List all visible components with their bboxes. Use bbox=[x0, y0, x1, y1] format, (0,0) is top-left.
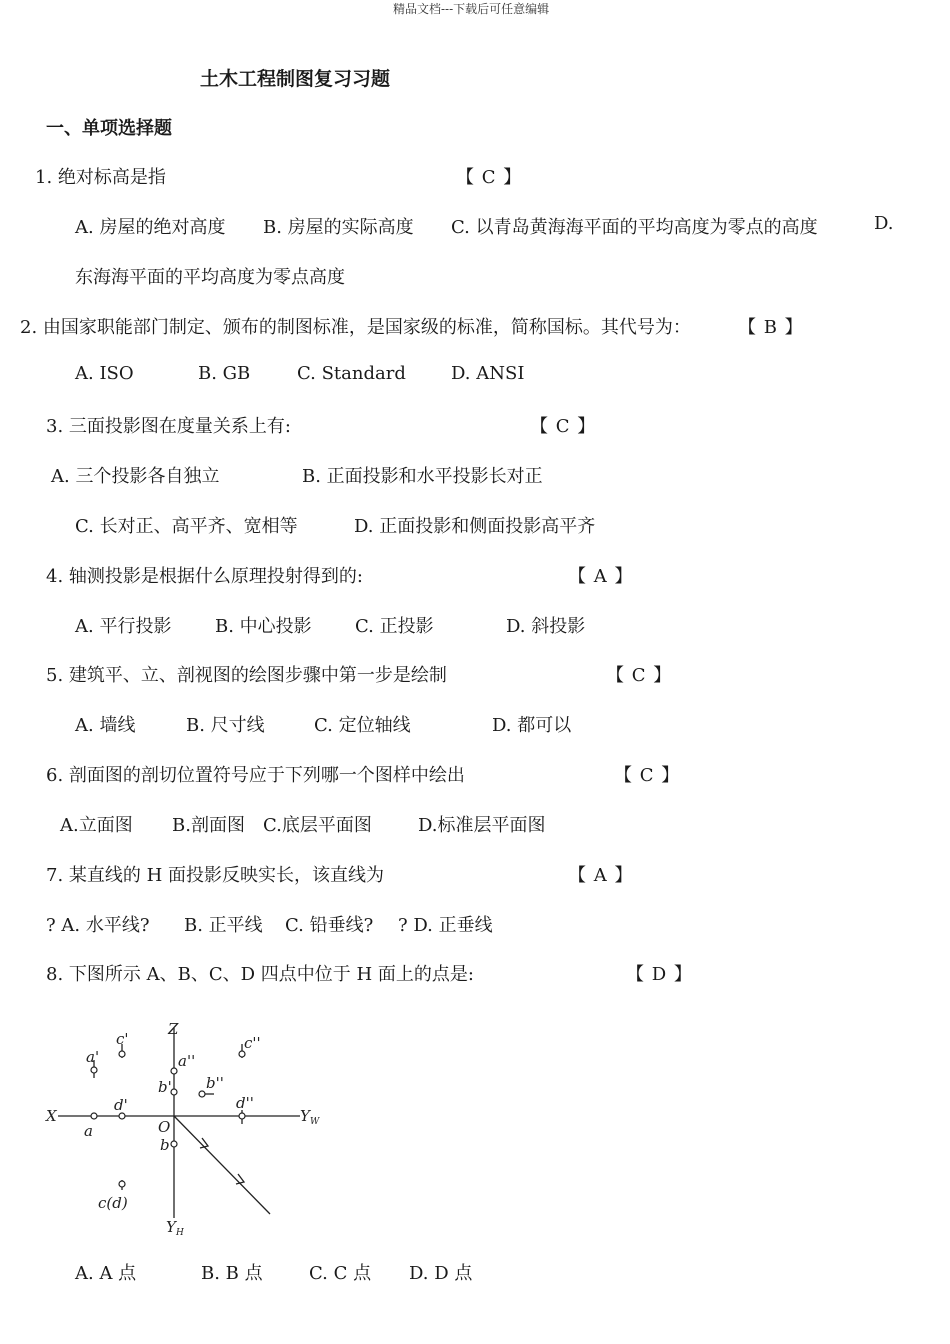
question-8-option-c: C. C 点 bbox=[309, 1263, 372, 1284]
point-b-prime: b' bbox=[158, 1078, 172, 1096]
reference-45-line bbox=[174, 1116, 270, 1214]
question-8-option-b: B. B 点 bbox=[201, 1263, 263, 1284]
question-5-option-a: A. 墙线 bbox=[75, 715, 136, 736]
question-6-option-b: B.剖面图 bbox=[172, 815, 245, 836]
question-7-option-a: ? A. 水平线? bbox=[46, 915, 150, 936]
question-3-option-c: C. 长对正、高平齐、宽相等 bbox=[75, 516, 298, 537]
origin-label: O bbox=[158, 1118, 171, 1136]
question-7-option-c: C. 铅垂线? bbox=[285, 915, 374, 936]
question-4-option-c: C. 正投影 bbox=[355, 616, 434, 637]
point-c-d: c(d) bbox=[98, 1194, 128, 1212]
question-7-answer: 【 A 】 bbox=[568, 865, 634, 886]
page-header: 精品文档---下载后可任意编辑 bbox=[393, 2, 550, 16]
point-a: a bbox=[84, 1122, 93, 1140]
point-b-double-prime: b'' bbox=[206, 1074, 224, 1092]
question-6-answer: 【 C 】 bbox=[614, 765, 681, 786]
question-6-option-c: C.底层平面图 bbox=[263, 815, 372, 836]
question-1-option-d-continued: 东海海平面的平均高度为零点高度 bbox=[75, 267, 345, 288]
point-c-prime: c' bbox=[116, 1030, 129, 1048]
question-2-option-d: D. ANSI bbox=[451, 363, 525, 384]
question-4-answer: 【 A 】 bbox=[568, 566, 634, 587]
question-5-option-d: D. 都可以 bbox=[492, 715, 572, 736]
question-1-option-b: B. 房屋的实际高度 bbox=[263, 217, 414, 238]
question-5-option-b: B. 尺寸线 bbox=[186, 715, 265, 736]
axis-yw-sub: W bbox=[310, 1117, 320, 1127]
question-8-stem: 8. 下图所示 A、B、C、D 四点中位于 H 面上的点是: bbox=[46, 964, 474, 985]
question-2-option-c: C. Standard bbox=[297, 363, 406, 384]
question-7-stem: 7. 某直线的 H 面投影反映实长，该直线为 bbox=[46, 865, 385, 886]
question-7-option-b: B. 正平线 bbox=[184, 915, 263, 936]
question-5-option-c: C. 定位轴线 bbox=[314, 715, 411, 736]
axis-z-label: Z bbox=[168, 1020, 179, 1038]
question-2-answer: 【 B 】 bbox=[738, 317, 804, 338]
question-8-answer: 【 D 】 bbox=[626, 964, 693, 985]
question-3-option-a: A. 三个投影各自独立 bbox=[51, 466, 220, 487]
axis-yh-label: Y bbox=[166, 1218, 176, 1236]
point-b: b bbox=[160, 1136, 170, 1154]
question-1-option-c: C. 以青岛黄海海平面的平均高度为零点的高度 bbox=[451, 217, 818, 238]
question-6-stem: 6. 剖面图的剖切位置符号应于下列哪一个图样中绘出 bbox=[46, 765, 465, 786]
question-1-stem: 1. 绝对标高是指 bbox=[35, 167, 166, 188]
question-5-stem: 5. 建筑平、立、剖视图的绘图步骤中第一步是绘制 bbox=[46, 665, 447, 686]
question-4-option-d: D. 斜投影 bbox=[506, 616, 586, 637]
question-3-option-d: D. 正面投影和侧面投影高平齐 bbox=[354, 516, 596, 537]
question-8-option-d: D. D 点 bbox=[409, 1263, 473, 1284]
point-c-double-prime: c'' bbox=[244, 1034, 261, 1052]
question-6-option-d: D.标准层平面图 bbox=[418, 815, 546, 836]
question-4-stem: 4. 轴测投影是根据什么原理投射得到的: bbox=[46, 566, 363, 587]
point-d-double-prime: d'' bbox=[236, 1094, 254, 1112]
question-3-answer: 【 C 】 bbox=[530, 416, 597, 437]
point-d-prime: d' bbox=[114, 1096, 128, 1114]
question-4-option-a: A. 平行投影 bbox=[75, 616, 172, 637]
question-6-option-a: A.立面图 bbox=[60, 815, 133, 836]
projection-figure bbox=[42, 1020, 332, 1240]
question-2-option-a: A. ISO bbox=[75, 363, 134, 384]
question-1-option-d: D. bbox=[874, 213, 894, 234]
question-3-option-b: B. 正面投影和水平投影长对正 bbox=[302, 466, 543, 487]
question-4-option-b: B. 中心投影 bbox=[215, 616, 312, 637]
question-1-option-a: A. 房屋的绝对高度 bbox=[75, 217, 226, 238]
point-a-prime: a' bbox=[86, 1048, 100, 1066]
question-8-option-a: A. A 点 bbox=[75, 1263, 137, 1284]
section-heading: 一、单项选择题 bbox=[46, 118, 172, 139]
question-3-stem: 3. 三面投影图在度量关系上有: bbox=[46, 416, 291, 437]
question-1-answer: 【 C 】 bbox=[456, 167, 523, 188]
question-2-stem: 2. 由国家职能部门制定、颁布的制图标准，是国家级的标准，简称国标。其代号为： bbox=[20, 317, 691, 338]
doc-title: 土木工程制图复习习题 bbox=[200, 68, 391, 90]
point-a-double-prime: a'' bbox=[178, 1052, 196, 1070]
axis-yw-label: Y bbox=[300, 1107, 310, 1125]
question-5-answer: 【 C 】 bbox=[606, 665, 673, 686]
question-7-option-d: ? D. 正垂线 bbox=[398, 915, 493, 936]
axis-x-label: X bbox=[46, 1107, 57, 1125]
question-2-option-b: B. GB bbox=[198, 363, 251, 384]
axis-yh-sub: H bbox=[176, 1228, 184, 1238]
